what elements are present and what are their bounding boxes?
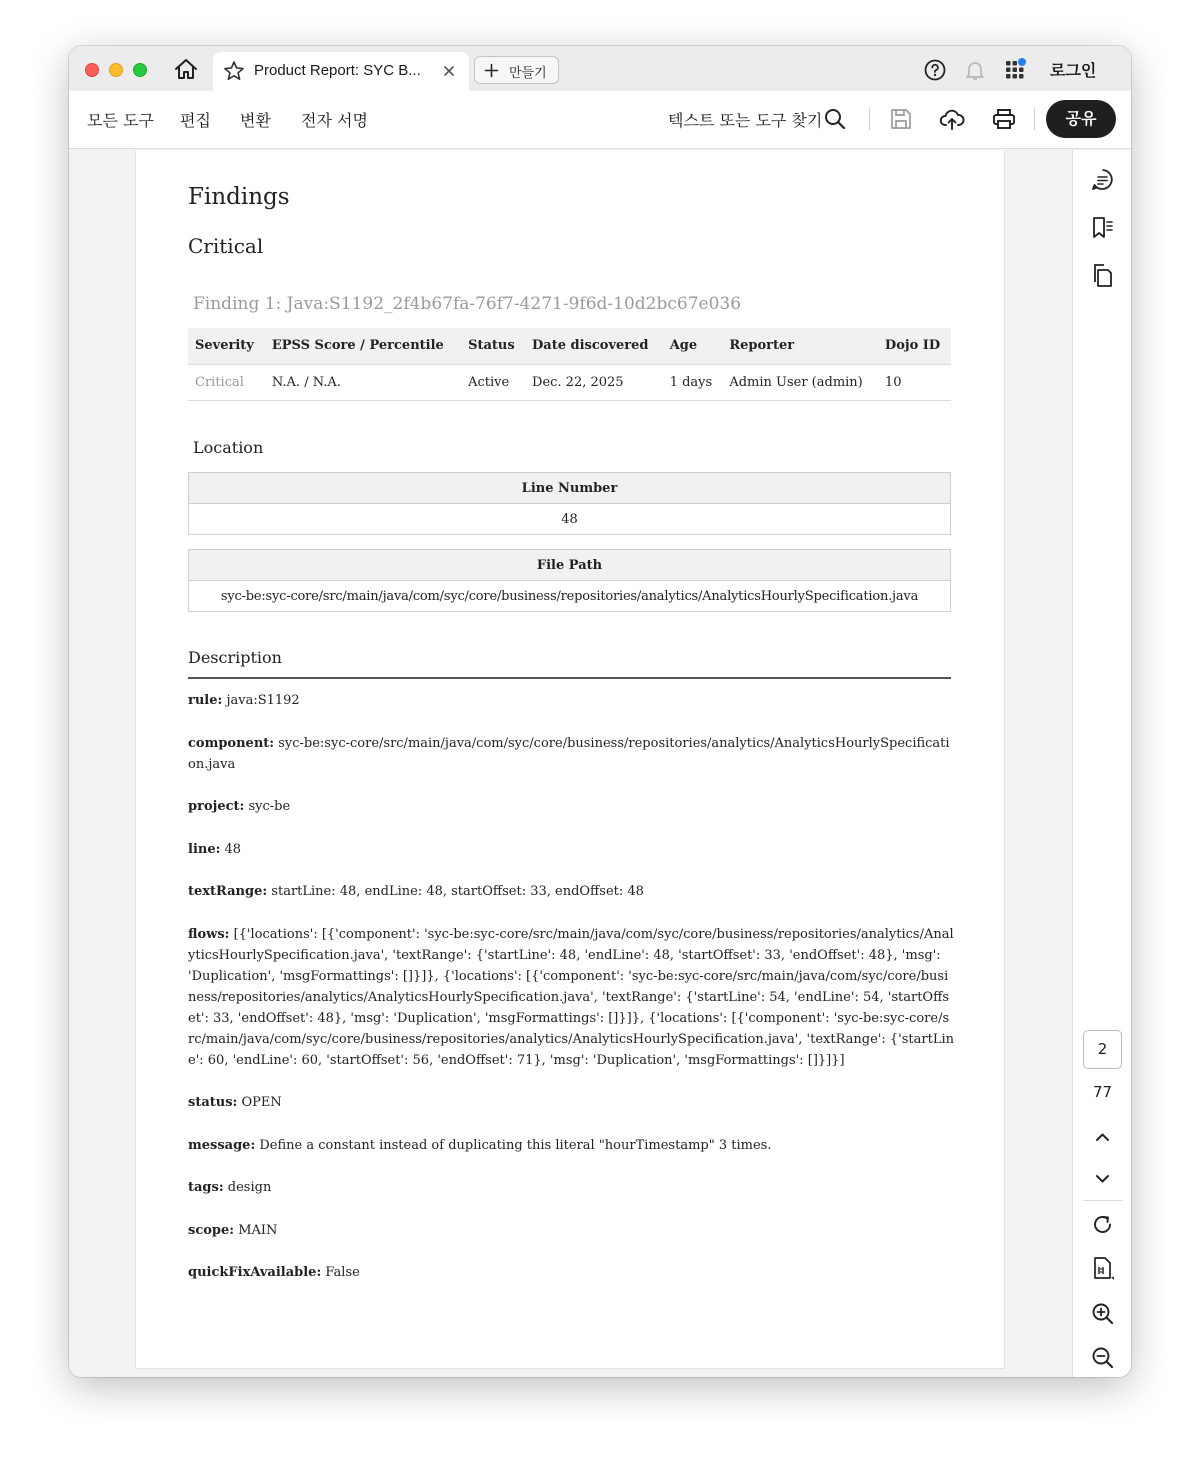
maximize-window-button[interactable] [133, 63, 147, 77]
toolbar [69, 91, 1131, 149]
tab-title: Product Report: SYC B... [254, 62, 421, 79]
actual-size-icon[interactable] [1090, 1256, 1115, 1281]
desc-key: tags: [188, 1180, 224, 1195]
rail-divider [1083, 1200, 1123, 1201]
col-epss: EPSS Score / Percentile [265, 328, 461, 364]
location-heading: Location [193, 438, 264, 457]
file-path-value: syc-be:syc-core/src/main/java/com/syc/core/business/repositories/analytics/AnalyticsHourlySpecification.java [220, 588, 919, 604]
cell-reporter: Admin User (admin) [722, 364, 878, 400]
desc-key: rule: [188, 693, 223, 708]
description-body [188, 690, 954, 1305]
file-path-header: File Path [189, 550, 951, 581]
minimize-window-button[interactable] [109, 63, 123, 77]
comment-icon[interactable] [1090, 167, 1115, 192]
line-number-value: 48 [561, 511, 578, 527]
login-button[interactable]: 로그인 [1050, 61, 1097, 80]
desc-component [188, 733, 954, 775]
desc-message [188, 1135, 954, 1156]
table-header-row [188, 328, 951, 364]
desc-value: [{'locations': [{'component': 'syc-be:syc-core/src/main/java/com/syc/core/business/repositories/analytics/AnalyticsHourlySpecification.java', 'textRange': {'startLine': 48, 'endLine': 48, 'startOffset': 33, 'endOffset': 48}, 'msg': 'Duplication', 'msgFormattings': []}]}, {'locations': [{'component': 'syc-be:syc-core/src/main/java/com/syc/core/business/repositories/analytics/AnalyticsHourlySpecification.java', 'textRange': {'startLine': 54, 'endLine': 54, 'startOffset': 33, 'endOffset': 48}, 'msg': 'Duplication', 'msgFormattings': []}]}, {'locations': [{'component': 'syc-be:syc-core/src/main/java/com/syc/core/business/repositories/analytics/AnalyticsHourlySpecification.java', 'textRange': {'startLine': 60, 'endLine': 60, 'startOffset': 56, 'endOffset': 71}, 'msg': 'Duplication', 'msgFormattings': []}]}] [188, 926, 954, 1068]
zoom-in-icon[interactable] [1090, 1301, 1115, 1326]
desc-flows [188, 924, 954, 1071]
desc-value: MAIN [234, 1222, 278, 1238]
cell-age: 1 days [663, 364, 723, 400]
desc-value: OPEN [237, 1095, 282, 1110]
save-icon[interactable] [888, 106, 914, 132]
menu-e-sign[interactable]: 전자 서명 [301, 111, 368, 130]
cell-date-discovered: Dec. 22, 2025 [525, 364, 663, 400]
desc-text-range [188, 881, 954, 902]
tab-bar [69, 46, 1131, 91]
severity-heading: Critical [188, 234, 264, 258]
find-text-or-tools[interactable]: 텍스트 또는 도구 찾기 [668, 111, 823, 130]
right-rail [1072, 150, 1131, 1377]
desc-scope [188, 1220, 954, 1241]
finding-title: Finding 1: Java:S1192_2f4b67fa-76f7-4271-9f6d-10d2bc67e036 [193, 294, 742, 314]
desc-value: java:S1192 [222, 693, 300, 708]
desc-tags [188, 1177, 954, 1198]
close-tab-icon[interactable] [441, 63, 457, 79]
col-dojo-id: Dojo ID [878, 328, 951, 364]
desc-key: flows: [188, 926, 230, 942]
desc-key: quickFixAvailable: [188, 1265, 322, 1280]
zoom-out-icon[interactable] [1090, 1345, 1115, 1370]
bell-icon[interactable] [963, 58, 987, 82]
cell-status: Active [461, 364, 525, 400]
col-severity: Severity [188, 328, 265, 364]
col-date-discovered: Date discovered [525, 328, 663, 364]
bookmark-list-icon[interactable] [1090, 215, 1115, 240]
line-number-header: Line Number [189, 473, 951, 504]
table-row [188, 364, 951, 400]
desc-value: syc-be:syc-core/src/main/java/com/syc/core/business/repositories/analytics/AnalyticsHourlySpecification.java [188, 735, 950, 772]
chevron-up-icon[interactable] [1090, 1125, 1115, 1150]
desc-rule [188, 690, 954, 711]
menu-all-tools[interactable]: 모든 도구 [87, 111, 154, 130]
notification-dot [1018, 58, 1026, 66]
line-number-table [188, 472, 951, 535]
document-page [136, 150, 1004, 1368]
toolbar-divider [1034, 108, 1035, 130]
desc-key: scope: [188, 1222, 235, 1238]
copy-pages-icon[interactable] [1090, 263, 1115, 288]
findings-heading: Findings [188, 184, 290, 210]
toolbar-divider [869, 108, 870, 130]
desc-project [188, 796, 954, 817]
tab-document[interactable] [213, 52, 469, 91]
desc-line [188, 839, 954, 860]
current-page-input[interactable]: 2 [1083, 1030, 1122, 1069]
desc-value: Define a constant instead of duplicating this literal "hourTimestamp" 3 times. [255, 1137, 772, 1153]
cell-severity: Critical [188, 364, 265, 400]
col-age: Age [663, 328, 723, 364]
rotate-icon[interactable] [1090, 1212, 1115, 1237]
plus-icon [484, 63, 499, 78]
desc-value: design [223, 1180, 272, 1195]
share-button[interactable]: 공유 [1046, 100, 1116, 138]
new-tab-label: 만들기 [509, 66, 547, 81]
desc-key: project: [188, 799, 245, 814]
desc-status [188, 1092, 954, 1113]
desc-value: startLine: 48, endLine: 48, startOffset: 33, endOffset: 48 [267, 884, 644, 899]
col-status: Status [461, 328, 525, 364]
help-icon[interactable] [923, 58, 947, 82]
home-icon[interactable] [173, 57, 199, 81]
star-icon[interactable] [223, 60, 245, 82]
cell-epss: N.A. / N.A. [265, 364, 461, 400]
close-window-button[interactable] [85, 63, 99, 77]
desc-value: syc-be [244, 799, 291, 814]
description-divider [188, 677, 951, 679]
description-heading: Description [188, 648, 282, 667]
desc-key: status: [188, 1095, 238, 1110]
menu-convert[interactable]: 변환 [240, 111, 271, 130]
desc-key: textRange: [188, 884, 268, 899]
new-tab-button[interactable] [474, 56, 559, 84]
desc-value: 48 [220, 841, 242, 857]
upload-cloud-icon[interactable] [939, 106, 965, 132]
document-viewport[interactable] [69, 150, 1072, 1377]
chevron-down-icon[interactable] [1090, 1166, 1115, 1191]
col-reporter: Reporter [722, 328, 878, 364]
desc-key: message: [188, 1137, 256, 1153]
menu-edit[interactable]: 편집 [180, 111, 211, 130]
desc-quick-fix [188, 1262, 954, 1283]
desc-key: component: [188, 735, 275, 751]
desc-value: False [321, 1265, 360, 1280]
finding-summary-table [188, 328, 951, 401]
search-icon[interactable] [822, 106, 848, 132]
app-window [69, 46, 1131, 1377]
print-icon[interactable] [991, 106, 1017, 132]
desc-key: line: [188, 841, 221, 857]
cell-dojo-id: 10 [878, 364, 951, 400]
file-path-table [188, 549, 951, 612]
total-pages: 77 [1092, 1083, 1113, 1101]
